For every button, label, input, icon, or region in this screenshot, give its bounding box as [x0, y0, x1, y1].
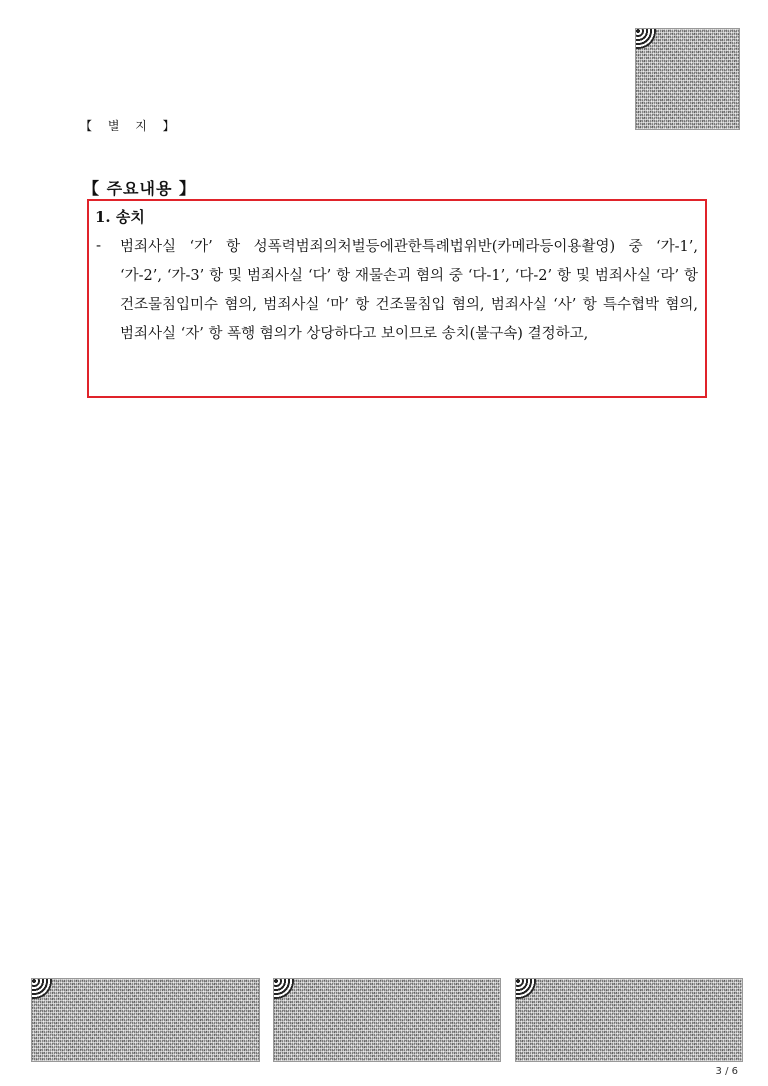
item-body-text: 범죄사실 ‘가’ 항 성폭력범죄의처벌등에관한특례법위반(카메라등이용촬영) 중 ‘가-1’, ‘가-2’, ‘가-3’ 항 및 범죄사실 ‘다’ 항 재물손괴 혐의 중 ‘다-1’, ‘다-2’ 항 및 범죄사실 ‘라’ 항 건조물침입미수 혐의, 범죄사실 ‘마’ 항 건조물침입 혐의, 범죄사실 ‘사’ 항 특수협박 혐의, 범죄사실 ‘자’ 항 폭행 혐의가 상당하다고 보이므로 송치(불구속) 결정하고,: [120, 239, 698, 342]
barcode-marker-icon: [635, 28, 656, 49]
item-title: 1. 송치: [95, 208, 145, 226]
barcode-marker-icon: [273, 978, 294, 999]
item-bullet: -: [96, 236, 102, 254]
page-number: 3 / 6: [715, 1066, 738, 1077]
document-barcode-bottom-2: [273, 978, 501, 1062]
document-barcode-top: [635, 28, 740, 130]
document-barcode-bottom-3: [515, 978, 743, 1062]
barcode-marker-icon: [515, 978, 536, 999]
attachment-label: 【 별 지 】: [80, 119, 181, 133]
section-heading: 【 주요내용 】: [83, 179, 196, 198]
barcode-marker-icon: [31, 978, 52, 999]
document-barcode-bottom-1: [31, 978, 260, 1062]
